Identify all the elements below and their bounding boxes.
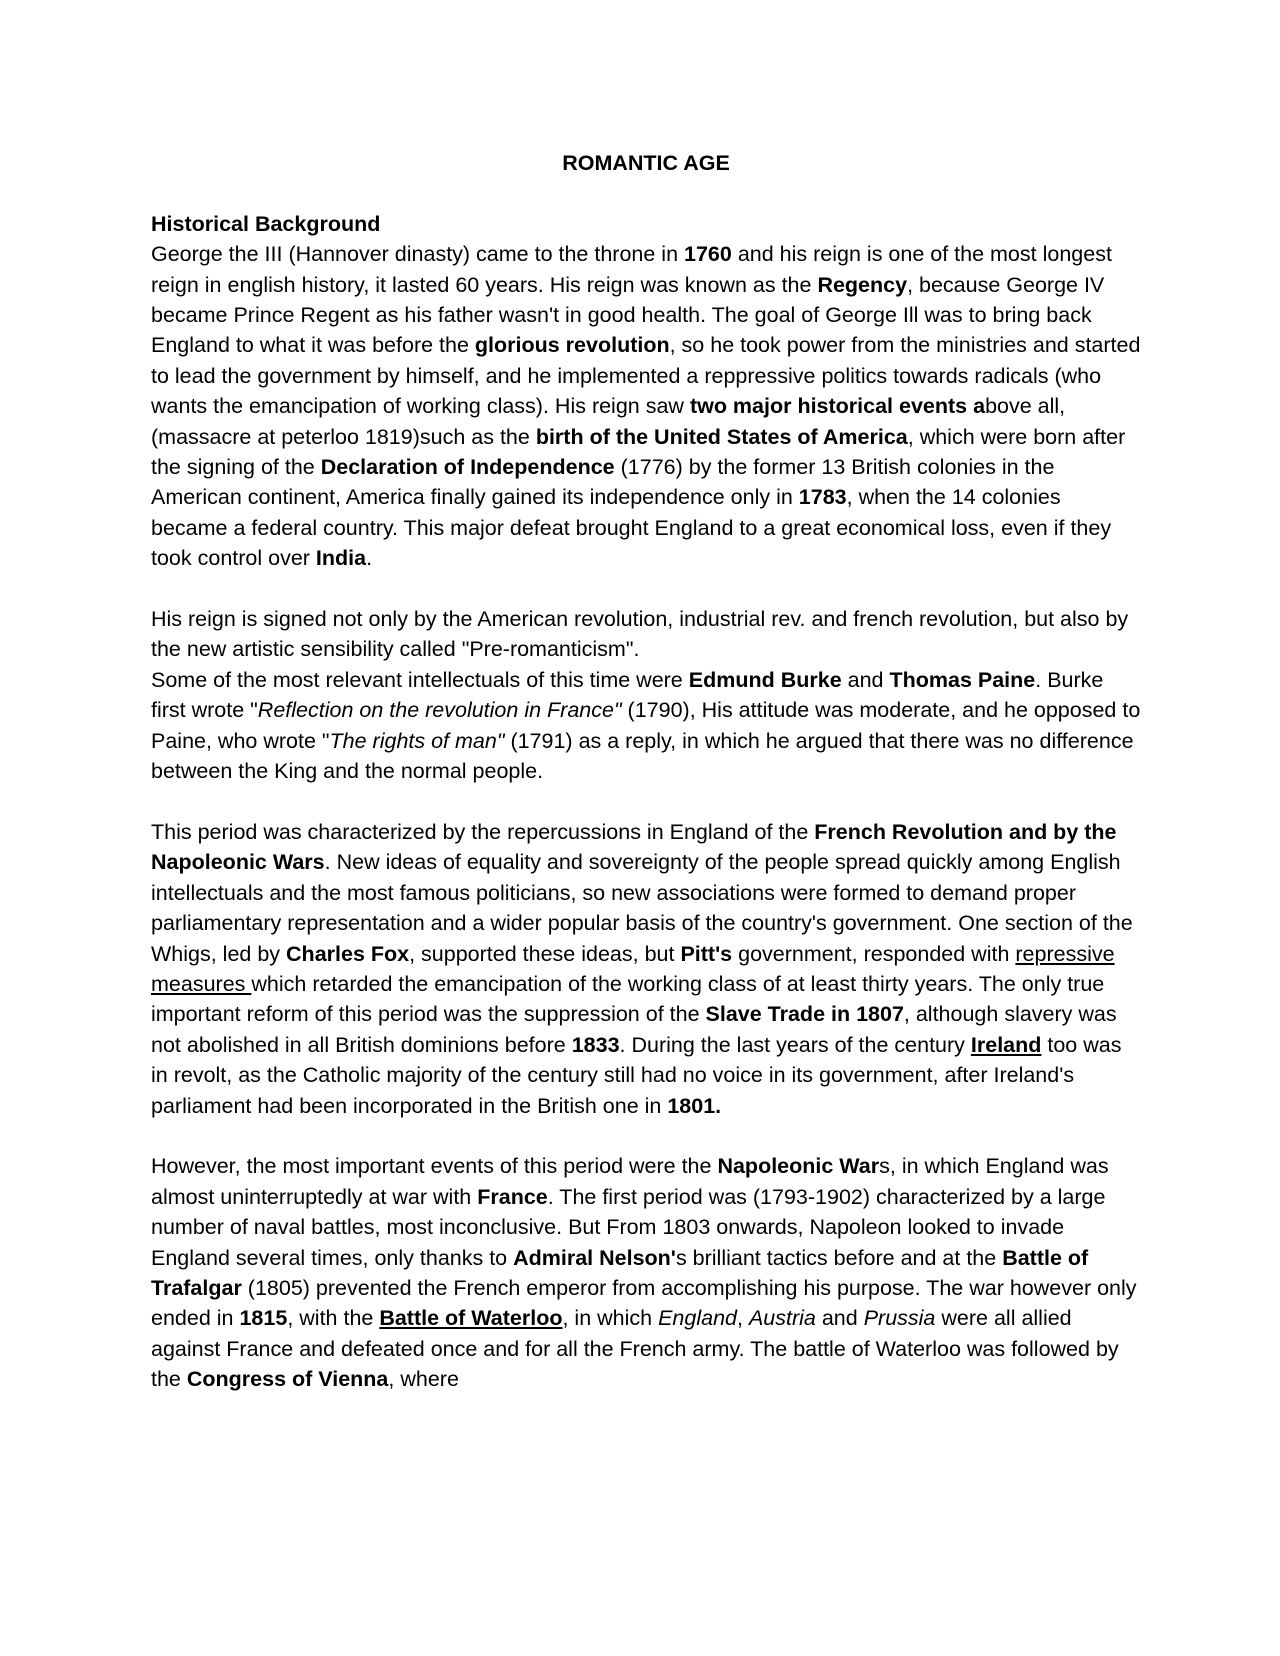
paragraph-intellectuals	[151, 665, 1141, 787]
text-run: . During the last years of the century	[619, 1032, 971, 1057]
text-run: However, the most important events of this period were the	[151, 1154, 718, 1179]
text-run: repressive measures	[151, 941, 1115, 996]
text-run: .	[366, 546, 373, 571]
text-run: France	[477, 1184, 548, 1209]
text-run: 1815	[239, 1306, 288, 1331]
text-run: India	[315, 546, 367, 571]
text-run: and	[841, 667, 890, 692]
text-run: Congress of Vienna	[186, 1367, 389, 1392]
text-run: bove all, (massacre at peterloo 1819)such as the	[151, 394, 1066, 449]
text-run: (1776) by the former 13 British colonies in the American continent, America finally gained its independence only in	[151, 455, 1055, 510]
text-run: , which were born after the signing of the	[151, 424, 1126, 480]
text-run: 1783	[798, 485, 847, 510]
text-run: (1790), His attitude was moderate, and he opposed to Paine, who wrote "	[151, 698, 1141, 753]
text-run: Some of the most relevant intellectuals of this time were	[151, 667, 689, 692]
text-run: were all allied against France and defeated once and for all the French army. The battle of Waterloo was followed by the	[151, 1306, 1119, 1392]
paragraph-pre-romanticism	[151, 604, 1141, 665]
text-run: 1801.	[667, 1093, 722, 1118]
text-run: . Burke first wrote "	[151, 667, 1104, 723]
text-run: , where	[388, 1367, 459, 1392]
document-title: ROMANTIC AGE	[562, 151, 730, 175]
paragraph-napoleonic-wars	[151, 1151, 1141, 1394]
text-run: s brilliant tactics before and at the	[675, 1245, 1003, 1270]
section-heading: Historical Background	[151, 211, 381, 236]
text-run: . New ideas of equality and sovereignty of the people spread quickly among English intellectuals and the most famous politicians, so new associations were formed to demand proper parliamentary representation and a wider popular basis of the country's government. One section of the Whigs, led by	[151, 850, 1133, 966]
text-run: , in which	[562, 1306, 659, 1331]
text-run: Edmund Burke	[688, 667, 842, 692]
text-run: Prussia	[863, 1306, 936, 1331]
text-run: (1791) as a reply, in which he argued that there was no difference between the King and the normal people.	[151, 728, 1134, 784]
text-run: , when the 14 colonies became a federal country. This major defeat brought England to a great economical loss, even if they took control over	[151, 485, 1112, 571]
text-run: Declaration of Independence	[320, 455, 615, 480]
text-run: Slave Trade in 1807	[705, 1002, 904, 1027]
text-run: . The first period was (1793-1902) characterized by a large number of naval battles, most inconclusive. But From 1803 onwards, Napoleon looked to invade England several times, only thanks to	[151, 1184, 1106, 1270]
text-run: Battle of Waterloo	[379, 1306, 563, 1331]
text-run: England	[658, 1306, 737, 1331]
text-run: Napoleonic War	[717, 1154, 880, 1179]
text-run: Charles Fox	[286, 941, 410, 966]
text-run: Pitt's	[680, 941, 733, 966]
text-run: two major historical events a	[689, 394, 986, 419]
paragraph-french-revolution	[151, 817, 1141, 1121]
text-run: and	[815, 1306, 864, 1331]
text-run: Ireland	[970, 1032, 1042, 1057]
text-run: , because George IV became Prince Regent as his father wasn't in good health. The goal of George Ill was to bring back England to what it was before the	[151, 272, 1105, 358]
text-run: Regency	[817, 272, 908, 297]
text-run: government, responded with	[732, 941, 1016, 966]
text-run: and his reign is one of the most longest reign in english history, it lasted 60 years. His reign was known as the	[151, 242, 1112, 297]
text-run: s, in which England was almost uninterruptedly at war with	[151, 1154, 1109, 1209]
text-run: 1760	[684, 242, 732, 267]
text-run: This period was characterized by the repercussions in England of the	[151, 819, 815, 844]
text-run: too was in revolt, as the Catholic majority of the century still had no voice in its government, after Ireland's parliament had been incorporated in the British one in	[151, 1032, 1122, 1118]
text-run: Admiral Nelson'	[513, 1245, 676, 1270]
text-run: , with the	[287, 1306, 380, 1331]
text-run: ,	[737, 1306, 749, 1331]
text-run: Battle of Trafalgar	[151, 1245, 1089, 1300]
paragraph-george-iii	[151, 239, 1141, 573]
text-run: Reflection on the revolution in France"	[257, 698, 622, 723]
text-run: glorious revolution	[474, 333, 670, 358]
text-run: The rights of man"	[329, 728, 505, 753]
document-body	[151, 148, 1141, 1395]
text-run: Thomas Paine	[889, 667, 1036, 692]
text-run: birth of the United States of America	[535, 424, 908, 449]
text-run: His reign is signed not only by the American revolution, industrial rev. and french revolution, but also by the new artistic sensibility called "Pre-romanticism".	[151, 607, 1129, 662]
text-run: , although slavery was not abolished in all British dominions before	[151, 1002, 1117, 1057]
text-run: French Revolution and by the Napoleonic Wars	[151, 819, 1117, 875]
text-run: (1805) prevented the French emperor from accomplishing his purpose. The war however only ended in	[151, 1275, 1137, 1331]
text-run: George the III (Hannover dinasty) came to the throne in	[151, 242, 685, 267]
text-run: Austria	[748, 1306, 816, 1331]
text-run: 1833	[571, 1032, 620, 1057]
text-run: , so he took power from the ministries and started to lead the government by himself, and he implemented a reppressive politics towards radicals (who wants the emancipation of working class). His reign saw	[151, 333, 1141, 419]
text-run: , supported these ideas, but	[409, 941, 681, 966]
text-run: which retarded the emancipation of the working class of at least thirty years. The only true important reform of this period was the suppression of the	[151, 971, 1105, 1027]
